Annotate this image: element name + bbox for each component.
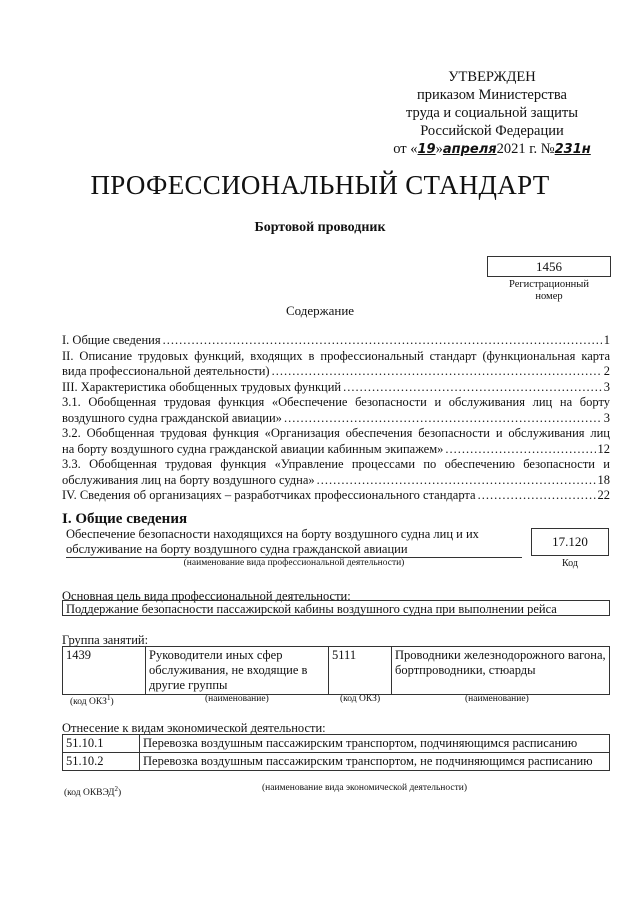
econ-name-cell: Перевозка воздушным пассажирским транспортом, не подчиняющимся расписанию — [140, 753, 610, 771]
table-row — [63, 647, 610, 695]
toc-entry-page: 22 — [597, 488, 610, 502]
activity-code-box: 17.120 — [531, 528, 609, 556]
econ-code-caption — [64, 785, 121, 798]
document-title: ПРОФЕССИОНАЛЬНЫЙ СТАНДАРТ — [90, 170, 550, 200]
toc-entry-first-line: 3.1. Обобщенная трудовая функция «Обеспечение безопасности и обслуживания лиц на борту — [62, 395, 610, 409]
date-mid: » — [435, 141, 443, 157]
caption-text: ) — [110, 697, 114, 708]
toc-entry-text: I. Общие сведения — [62, 333, 161, 347]
approval-line: УТВЕРЖДЕН — [448, 69, 536, 85]
date-month: апреля — [442, 142, 497, 157]
registration-label — [487, 279, 611, 303]
toc-entry[interactable] — [62, 426, 610, 457]
approval-block — [392, 68, 592, 159]
order-number: 231н — [554, 142, 591, 157]
economic-activity-label: Отнесение к видам экономической деятельности: — [62, 721, 326, 735]
activity-kind-name: Обеспечение безопасности находящихся на борту воздушного судна лиц и их обслуживание на борту воздушного судна гражданской авиации — [66, 527, 522, 558]
document-subtitle: Бортовой проводник — [254, 220, 386, 235]
approval-date-line — [392, 140, 592, 159]
section-heading: I. Общие сведения — [62, 511, 188, 527]
toc-entry-page: 18 — [597, 472, 610, 487]
toc-leader — [343, 380, 602, 396]
group-code-caption: (код ОКЗ) — [340, 694, 381, 704]
goal-label: Основная цель вида профессиональной деятельности: — [62, 589, 351, 603]
econ-name-cell: Перевозка воздушным пассажирским транспортом, подчиняющимся расписанию — [140, 735, 610, 753]
toc-entry-first-line: II. Описание трудовых функций, входящих в профессиональный стандарт (функциональная карта — [62, 348, 610, 363]
toc-entry[interactable] — [62, 380, 610, 396]
toc-title: Содержание — [285, 303, 355, 318]
toc-leader — [478, 488, 596, 504]
toc-leader — [272, 364, 602, 380]
toc-leader — [284, 411, 602, 427]
caption-text: (код ОКВЭД — [64, 788, 115, 799]
date-prefix: от « — [393, 141, 418, 157]
group-code-caption — [70, 694, 114, 707]
toc-entry[interactable] — [62, 457, 610, 488]
group-code-cell: 5111 — [329, 647, 392, 695]
date-year: 2021 г. № — [496, 141, 555, 157]
toc-leader — [317, 473, 596, 489]
toc-entry-text: обслуживания лиц на борту воздушного судна» — [62, 472, 315, 487]
table-of-contents — [62, 333, 610, 504]
table-row — [63, 735, 610, 753]
footnote-mark: 1 — [106, 694, 111, 702]
approval-line: труда и социальной защиты — [406, 105, 578, 121]
activity-kind-caption: (наименование вида профессиональной деятельности) — [183, 558, 405, 568]
occupation-group-label: Группа занятий: — [62, 633, 149, 647]
toc-entry-page: 3 — [603, 379, 610, 394]
approval-line: Российской Федерации — [420, 123, 564, 139]
econ-code-cell: 51.10.2 — [63, 753, 140, 771]
group-name-cell: Проводники железнодорожного вагона, бортпроводники, стюарды — [392, 647, 610, 695]
registration-label-line: Регистрационный — [509, 279, 589, 290]
registration-number-box: 1456 — [487, 256, 611, 277]
toc-entry-text: IV. Сведения об организациях – разработчиках профессионального стандарта — [62, 488, 476, 502]
toc-entry[interactable] — [62, 349, 610, 380]
toc-entry-first-line: 3.3. Обобщенная трудовая функция «Управление процессами по обеспечению безопасности и — [62, 457, 610, 471]
toc-entry-page: 2 — [603, 364, 610, 378]
occupation-group-table — [62, 646, 610, 695]
toc-entry-page: 1 — [603, 333, 610, 347]
table-row — [63, 753, 610, 771]
toc-leader — [163, 333, 602, 349]
footnote-mark: 2 — [114, 785, 118, 793]
toc-entry-text: вида профессиональной деятельности) — [62, 364, 270, 378]
toc-entry-text: III. Характеристика обобщенных трудовых функций — [62, 379, 342, 394]
toc-entry-first-line: 3.2. Обобщенная трудовая функция «Организация обеспечения безопасности и обслуживания лиц — [62, 426, 610, 440]
caption-text: (код ОКЗ — [70, 697, 107, 708]
date-day: 19 — [417, 142, 436, 157]
toc-entry-page: 12 — [597, 441, 610, 456]
toc-entry[interactable] — [62, 395, 610, 426]
approval-line: приказом Министерства — [417, 87, 567, 103]
toc-entry[interactable] — [62, 333, 610, 349]
goal-text: Поддержание безопасности пассажирской кабины воздушного судна при выполнении рейса — [62, 600, 610, 616]
econ-name-caption: (наименование вида экономической деятельности) — [262, 783, 467, 793]
group-name-caption: (наименование) — [465, 694, 529, 704]
activity-code-caption: Код — [562, 558, 578, 569]
registration-label-line: номер — [535, 291, 563, 302]
econ-code-cell: 51.10.1 — [63, 735, 140, 753]
toc-entry[interactable] — [62, 488, 610, 504]
toc-leader — [445, 442, 595, 458]
group-code-cell: 1439 — [63, 647, 146, 695]
toc-entry-page: 3 — [603, 410, 610, 425]
caption-text: ) — [117, 788, 122, 799]
group-name-cell: Руководители иных сфер обслуживания, не входящие в другие группы — [146, 647, 329, 695]
toc-entry-text: воздушного судна гражданской авиации» — [62, 410, 282, 425]
toc-entry-text: на борту воздушного судна гражданской авиации кабинным экипажем» — [62, 441, 444, 456]
economic-activity-table — [62, 734, 610, 771]
group-name-caption: (наименование) — [205, 694, 269, 704]
